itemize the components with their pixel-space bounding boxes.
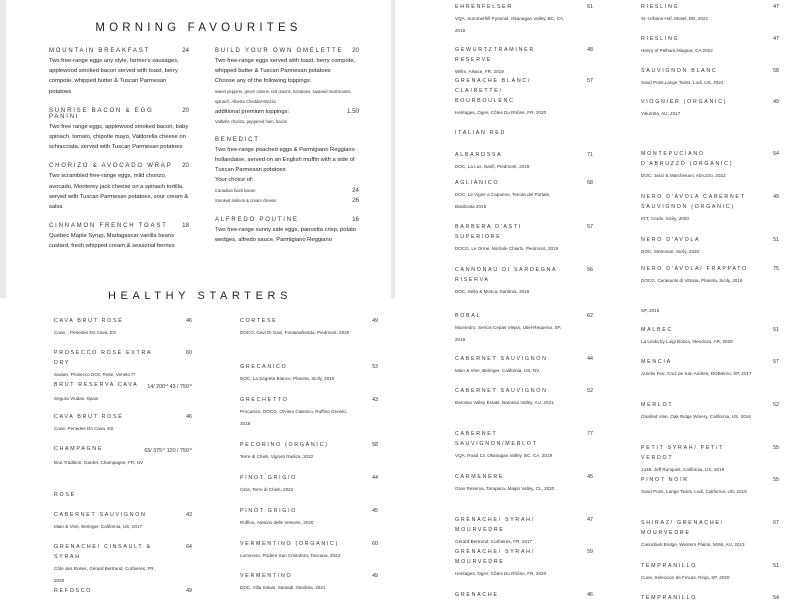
section-heading: ITALIAN RED xyxy=(455,130,506,136)
wine-description: Segura Viudas, Spain xyxy=(54,396,99,401)
wine-item xyxy=(455,354,593,386)
wine-section xyxy=(455,128,593,150)
wine-price: 43 xyxy=(186,512,192,518)
wine-name: GRENACHE/ CINSAULT & SYRAH xyxy=(54,544,152,560)
wine-item xyxy=(641,475,779,518)
unit: ml xyxy=(162,447,166,451)
wine-name: REFOSCO xyxy=(54,588,93,594)
option-label: Canadian back bacon xyxy=(215,187,256,193)
option-price: 26 xyxy=(352,196,359,204)
wine-description: Cune, , Penedes Do Cava, ES xyxy=(54,330,117,335)
menu-item xyxy=(49,222,189,251)
wine-description: VQA, Road 13, Okanagan Valley, BC, CA, 2019 xyxy=(455,453,553,458)
wine-description: DOC, Le Vigne a Capanno, Tenuta del Portale, Basilicata 2015 xyxy=(455,192,551,209)
wine-price: 57 xyxy=(587,224,593,230)
wine-item xyxy=(240,395,378,440)
wine-name: GRENACHE xyxy=(455,592,499,598)
wine-name: EHRENFELSER xyxy=(455,4,513,10)
wine-item xyxy=(455,178,593,222)
wine-name: PINOT GRIGIO xyxy=(240,475,298,481)
wine-description: Yalumba, AU, 2017 xyxy=(641,111,681,116)
unit: ml xyxy=(165,383,169,387)
wine-name: CABERNET SAUVIGNON/MERLOT xyxy=(455,431,538,447)
unit: ml xyxy=(188,383,192,387)
wine-item xyxy=(54,348,192,380)
menu-item xyxy=(49,47,189,97)
wine-name: PECORINO (ORGANIC) xyxy=(240,442,329,448)
wine-price: 55 xyxy=(773,477,779,483)
menu-item-benedict xyxy=(215,137,359,206)
wine-item xyxy=(641,235,779,264)
wine-description: Citra, Terre di Chieti, 2022 xyxy=(240,487,294,492)
item-description: Quebec Maple Syrup, Madagascar vanilla beans custard, fresh whipped cream & seasonal berries xyxy=(49,233,175,250)
wine-note xyxy=(641,305,779,325)
menu-item xyxy=(49,107,189,153)
wine-name: CANNONAU DI SARDEGNA RISERVA xyxy=(455,267,557,283)
wine-description: DOCG, Gavi Di Gavi, Fontanafredda, Piedmont, 2020 xyxy=(240,330,350,335)
wine-price: 47 xyxy=(587,517,593,523)
wine-price: 75 xyxy=(773,266,779,272)
wine-item xyxy=(455,45,593,76)
morning-menu-frame xyxy=(0,0,395,298)
premium-toppings-label: additional premium toppings: xyxy=(215,108,290,115)
wine-name: SAUVIGNON BLANC xyxy=(641,68,718,74)
wine-name: CHAMPAGNE xyxy=(54,446,104,452)
item-description: Two free-range eggs any style, farmer's sausages, applewood smoked bacon served with toast, berry compote, whipped butter & Tuscan Parmesan potatoes xyxy=(49,58,179,95)
item-price: 18 xyxy=(182,222,189,230)
wine-price: 49 xyxy=(773,99,779,105)
option-label: Smoked salmon & cream cheese xyxy=(215,197,277,203)
item-description: Two free-range eggs served with toast, berry compote, whipped butter & Tuscan Parmesan potatoes xyxy=(215,58,356,75)
wine-name: CAVA BRUT ROSÉ xyxy=(54,318,124,324)
wine-price: 57 xyxy=(587,78,593,84)
wine-description: Ruffino, Atesino delle Venezie, 2020 xyxy=(240,520,314,525)
section-title: HEALTHY STARTERS xyxy=(107,290,293,302)
wine-price: 54 xyxy=(773,595,779,600)
wine-name: CABERNET SAUVIGNON xyxy=(455,356,548,362)
premium-toppings-list: Valbella chorizo, peppered ham, bacon xyxy=(215,118,288,124)
wine-item xyxy=(240,571,378,594)
wine-price: 61 xyxy=(587,4,593,10)
wine-description: DOCG, Cerasuolo di Vittoria, Planeta, Sicily, 2019 xyxy=(641,278,743,283)
wine-item xyxy=(641,518,779,561)
wine-price: 58 xyxy=(773,68,779,74)
wine-item xyxy=(641,66,779,97)
wine-name: PETIT SYRAH/ PETIT VERDOT xyxy=(641,445,725,461)
wine-name: BARBERA D'ASTI SUPERIORE xyxy=(455,224,522,240)
wine-price: 51 xyxy=(773,237,779,243)
wine-name: PINOT GRIGIO xyxy=(240,508,298,514)
wine-item xyxy=(455,472,593,515)
wine-description: Savian, Prosecco DOC Rose, Veneto IT xyxy=(54,372,136,377)
wine-price: 58 xyxy=(372,442,378,448)
wine-price: 48 xyxy=(587,47,593,53)
item-price: 20 xyxy=(352,47,359,54)
wine-price: 45 xyxy=(587,474,593,480)
wine-price xyxy=(147,380,192,392)
wine-item xyxy=(641,357,779,400)
wine-description: DOC, La Lus, Banfi, Piedmont, 2019 xyxy=(455,164,530,169)
morning-left-column xyxy=(49,47,189,262)
wine-item xyxy=(54,586,192,596)
wine-description: La Linda by Luigi Bosca, Mendoza, AR, 2020 xyxy=(641,339,733,344)
item-name: CINNAMON FRENCH TOAST xyxy=(49,223,168,230)
item-description: Two free-range sunny side eggs, pancetta crisp, potato wedges, alfredo sauce, Parmigiano Reggiano xyxy=(215,226,357,243)
choice-label: Your choice of: xyxy=(215,177,254,184)
wine-name: GEWURTZTRAMINER RESERVE xyxy=(455,47,535,63)
item-name: CHORIZO & AVOCADO WRAP xyxy=(49,163,173,170)
wine-item xyxy=(240,362,378,395)
wine-name: CORTESE xyxy=(240,318,278,324)
wine-item xyxy=(240,506,378,539)
item-description: Two free-range poached eggs & Parmigiano Reggiano hollandaise, served on an English muffin with a side of Tuscan Parmesan potatoes xyxy=(215,146,355,174)
wine-name: GRENACHE/ SYRAH/ MOURVÈDRE xyxy=(455,517,535,533)
menu-item xyxy=(49,162,189,212)
wine-name: RIESLING xyxy=(641,4,680,10)
wine-name: MENCIA xyxy=(641,359,672,365)
wine-item xyxy=(455,386,593,429)
wine-item xyxy=(641,192,779,235)
price-glass: 14/ 200 xyxy=(147,384,166,390)
wine-item xyxy=(240,539,378,571)
wine-name: MERLOT xyxy=(641,402,674,408)
wine-description: VQA, Summerhill Pyramid, Okanagan Valley, BC, CA, 2019 xyxy=(455,16,565,33)
wine-description: Henry of Pelham,Niagara, CA 2022 xyxy=(641,48,713,53)
wine-price: 56 xyxy=(587,267,593,273)
item-price: 24 xyxy=(182,47,189,54)
wine-price: 49 xyxy=(773,194,779,200)
wine-name: CABERNET SAUVIGNON xyxy=(455,388,548,394)
wine-description: Main & Vine, Beringer, California, US, NV xyxy=(455,368,540,373)
wine-description: DOC, La Segreta Bianco, Planeta, Sicily, 2018 xyxy=(240,376,335,381)
wine-name: ALBAROSSA xyxy=(455,152,503,158)
wine-description: Gnarled Vine, Oak Ridge Winery, California, US, 2016 xyxy=(641,414,751,419)
wine-price: 55 xyxy=(773,445,779,451)
wine-item xyxy=(455,515,593,547)
wine-price: 52 xyxy=(587,388,593,394)
wine-price xyxy=(144,444,192,456)
wine-name: TEMPRANILLO xyxy=(641,563,698,569)
wine-price: 60 xyxy=(372,541,378,547)
wine-price: 46 xyxy=(587,592,593,598)
wine-price: 77 xyxy=(587,431,593,437)
wine-description: Sand Point,Lange Twins, Lodi, US, 2022 xyxy=(641,80,724,85)
wine-name: BOBAL xyxy=(455,313,482,319)
wine-name: GRECANICO xyxy=(240,364,288,370)
wine-item xyxy=(641,593,779,600)
wine-item xyxy=(240,440,378,473)
wine-name: RIESLING xyxy=(641,36,680,42)
wine-description: IGT, Crudo, Sicily, 2020 xyxy=(641,216,689,221)
wine-price: 71 xyxy=(587,152,593,158)
wine-price: 60 xyxy=(186,350,192,356)
item-description: Two scrambled free-range eggs, mild chorizo, avocado, Monterey jack cheese on a spinach tortilla, served with Tuscan Parmesan potatoes, sour cream & salsa xyxy=(49,173,189,211)
wine-description: Barossa Valley Estate, Barossa Valley, AU, 2021 xyxy=(455,400,554,405)
item-description: Two free range eggs, applewood smoked bacon, baby spinach, tomato, chipotle mayo, Valdorella cheese on schiacciata, served with Tuscan Parmesan potatoes xyxy=(49,123,189,151)
section-title: MORNING FAVOURITES xyxy=(95,22,302,34)
wine-description: Cune, Seleccion de Fincas, Rioja, SP, 2020 xyxy=(641,575,730,580)
wine-name: MONTEPUCIANO D'ABRUZZO (ORGANIC) xyxy=(641,151,734,167)
wine-price: 53 xyxy=(372,364,378,370)
wine-description: Terre di Chieti, Vigneti Radica, 2022 xyxy=(240,454,314,459)
wine-item xyxy=(54,542,192,586)
toppings-label: Choose any of the following toppings: xyxy=(215,78,312,85)
wine-description: Heritages, Ogier, Côtes Du Rhône, FR, 2020 xyxy=(455,110,547,115)
wine-price: 47 xyxy=(773,36,779,42)
wine-name: VERMENTINO (ORGANIC) xyxy=(240,541,340,547)
wine-item xyxy=(641,325,779,357)
wine-item xyxy=(641,400,779,443)
wine-price: 44 xyxy=(372,475,378,481)
wine-description: Sand Point, Lange Twins, Lodi, California, US, 2019 xyxy=(641,489,747,494)
wine-description: DOC, Sella & Mosca, Sardinia, 2016 xyxy=(455,289,530,294)
wine-name: SHIRAZ/ GRENACHE/ MOURVEDRE xyxy=(641,520,724,536)
wine-description: Procanico, DOCG, Orvieto Classico, Ruffino Orvieto, 2018 xyxy=(240,409,348,426)
toppings-list: sweet peppers, green onions, red onions, tomatoes, sauteed mushrooms, spinach, Alberta Cheddar-Mozza xyxy=(215,88,352,104)
wine-price: 52 xyxy=(773,402,779,408)
wine-description: Willm, Alsace, FR, 2019 xyxy=(455,69,504,74)
item-name: MOUNTAIN BREAKFAST xyxy=(49,48,150,54)
note-text: SP, 2016 xyxy=(641,308,660,313)
wine-name: VIOGNIER (ORGANIC) xyxy=(641,99,728,105)
wine-description: DOC, Villa Solais, Santadi, Sardinia, 2021 xyxy=(240,585,326,590)
wine-price: 43 xyxy=(372,397,378,403)
option-price: 24 xyxy=(352,186,359,194)
morning-menu-page xyxy=(6,0,391,298)
wine-name: CARMENÈRE xyxy=(455,474,505,480)
premium-toppings-price: 1.50 xyxy=(346,107,359,115)
wine-name: TEMPRANILLO xyxy=(641,595,698,600)
wine-name: GRENACHE/ SYRAH/ MOURVÈDRE xyxy=(455,549,535,565)
wine-name: BRUT RESERVA CAVA xyxy=(54,382,139,388)
wine-section xyxy=(54,490,192,510)
wine-description: Côte des Roses, Gérard Bertrand, Corbieres, FR, 2020 xyxy=(54,566,155,583)
menu-item-omelette xyxy=(215,47,359,127)
wine-name: MALBEC xyxy=(641,327,673,333)
healthy-right-column xyxy=(240,316,378,594)
item-name: BUILD YOUR OWN OMELETTE xyxy=(215,48,344,54)
wine-name: PROSECCO ROSÉ EXTRA DRY xyxy=(54,350,152,366)
wine-price: 46 xyxy=(186,318,192,324)
wine-item xyxy=(240,473,378,506)
menu-item-poutine xyxy=(215,216,359,245)
morning-right-column xyxy=(215,47,359,255)
wine-price: 59 xyxy=(587,549,593,555)
wine-price: 49 xyxy=(186,588,192,594)
wine-description: DOC, Jasci & Marchesani, Abruzzo, 2022 xyxy=(641,173,726,178)
wine-description: DOCG, Le Orme, Michele Chiarlo, Piedmont, 2019 xyxy=(455,246,559,251)
wine-item xyxy=(641,561,779,593)
price-bottle: 43 / 750 xyxy=(168,384,189,390)
wine-item xyxy=(54,510,192,542)
wine-price: 51 xyxy=(773,563,779,569)
wine-description: St.-Urbans-Hof, Mosel, DE, 2021 xyxy=(641,16,709,21)
wine-price: 45 xyxy=(372,508,378,514)
wine-description: Main & Vine, Beringer, California, US, 2017 xyxy=(54,524,143,529)
item-name: SUNRISE BACON & EGG PANINI xyxy=(49,107,154,120)
wine-price: 67 xyxy=(773,520,779,526)
wine-name: CAVA BRUT ROSÉ xyxy=(54,414,124,420)
wine-item xyxy=(54,412,192,444)
wine-description: DOC, Stemmari, Sicily, 2020 xyxy=(641,249,700,254)
wine-item xyxy=(455,150,593,178)
wine-name: NERO D'AVOLA CABERNET SAUVIGNON (ORGANIC) xyxy=(641,194,746,210)
price-bottle: 120 / 750 xyxy=(165,448,189,454)
wine-price: 44 xyxy=(587,356,593,362)
wine-name: NERO D'AVOLA/ FRAPPATO xyxy=(641,266,748,272)
wine-item xyxy=(455,311,593,354)
wine-item xyxy=(641,2,779,34)
wine-price: 57 xyxy=(773,359,779,365)
winelist-right-column xyxy=(641,2,779,600)
item-name: BENEDICT xyxy=(215,136,260,143)
wine-item xyxy=(641,264,779,304)
section-heading: ROSÉ xyxy=(54,492,76,498)
wine-item xyxy=(54,444,192,490)
wine-price: 54 xyxy=(773,151,779,157)
wine-name: GRENACHE BLANC/ CLAIRETTE/ BOURBOULENC xyxy=(455,78,532,104)
wine-description: Brut Tradition, Gardet, Champagne, FR, NV xyxy=(54,460,144,465)
wine-description: Aurelio Feo, Cruz de San Andres, DOBierzo, SP, 2017 xyxy=(641,371,752,376)
wine-description: Gran Reserva, Tarapaca, Maipo Valley, CL, 2020 xyxy=(455,486,555,491)
wine-item xyxy=(641,34,779,66)
wine-item xyxy=(54,316,192,348)
wine-name: AGLIANICO xyxy=(455,180,500,186)
item-price: 16 xyxy=(352,215,359,223)
wine-item xyxy=(54,380,192,412)
wine-item xyxy=(641,443,779,475)
wine-name: GRECHETTO xyxy=(240,397,289,403)
wine-item xyxy=(240,316,378,362)
wine-description: 1448, Jeff Runquist, California, US, 2019 xyxy=(641,467,725,472)
wine-name: NERO D'AVOLA xyxy=(641,237,701,243)
wine-item xyxy=(455,2,593,45)
wine-item xyxy=(455,76,593,128)
wine-name: VERMENTINO xyxy=(240,573,293,579)
wine-price: 68 xyxy=(587,180,593,186)
wine-item xyxy=(455,547,593,590)
wine-price: 49 xyxy=(372,318,378,324)
wine-price: 49 xyxy=(372,573,378,579)
wine-price: 62 xyxy=(587,313,593,319)
wine-description: Cune, Penedes Do Cava, ES xyxy=(54,426,114,431)
wine-name: PINOT NOIR xyxy=(641,477,689,483)
winelist-left-column xyxy=(455,2,593,600)
wine-item xyxy=(641,97,779,149)
price-half: 65/ 375 xyxy=(144,448,163,454)
wine-name: CABERNET SAUVIGNON xyxy=(54,512,147,518)
wine-price: 51 xyxy=(773,327,779,333)
wine-price: 46 xyxy=(186,414,192,420)
wine-item xyxy=(455,222,593,265)
unit: ml xyxy=(188,447,192,451)
item-name: ALFREDO POUTINE xyxy=(215,216,299,223)
wine-item xyxy=(455,590,593,600)
wine-description: Heritages, Ogier, Côtes Du Rhône, FR, 2020 xyxy=(455,571,547,576)
wine-description: Canonbah Bridge, Western Plains, NSW, AU, 2013 xyxy=(641,542,745,547)
wine-item xyxy=(455,265,593,311)
wine-description: Murviedro, Sericis Cepas Viejas, Utiel-Requena, SP, 2018 xyxy=(455,325,562,342)
wine-item xyxy=(455,429,593,472)
item-price: 20 xyxy=(182,162,189,170)
wine-price: 47 xyxy=(773,4,779,10)
wine-item xyxy=(641,149,779,192)
wine-price: 64 xyxy=(186,544,192,550)
healthy-left-column xyxy=(54,316,192,596)
wine-description: Luminoso, Podere San Cristoforo, Toscana, 2022 xyxy=(240,553,341,558)
wine-description: Gérard Bertrand, Corbieres, FR, 2017 xyxy=(455,539,533,544)
item-price: 20 xyxy=(182,106,189,114)
